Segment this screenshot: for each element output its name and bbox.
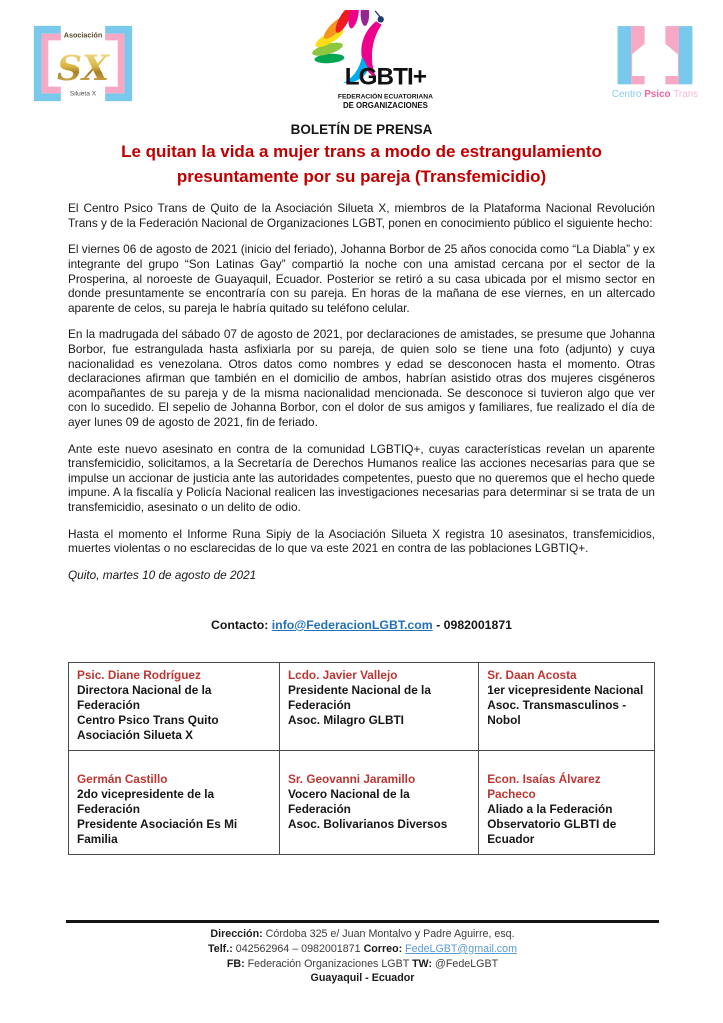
headline	[68, 140, 655, 189]
table-row	[69, 662, 655, 750]
paragraph-friday: El viernes 06 de agosto de 2021 (inicio del feriado), Johanna Borbor de 25 años conocida como “La Diabla” y ex integrante del grupo “Son Latinas Gay” compartió la noche con una amistad cercana por el sector de la Prosperina, al noroeste de Guayaquil, Ecuador. Posterior se retiró a su casa ubicada por el mismo sector en donde presuntamente se encontraría con su pareja. En horas de la mañana de ese viernes, en un altercado aparente de celos, su pareja le habría quitado su teléfono celular.	[68, 242, 655, 315]
fb-label: FB:	[226, 957, 245, 970]
tw-value: @FedeLGBT	[435, 957, 499, 970]
person-title: Presidente Nacional de la Federación	[287, 682, 431, 712]
person-name: Sr. Daan Acosta	[487, 667, 577, 682]
footer-social-line	[66, 957, 659, 972]
person-name: Germán Castillo	[77, 771, 168, 786]
paragraph-report: Hasta el momento el Informe Runa Sipiy de la Asociación Silueta X registra 10 asesinatos, transfemicidios, muertes violentas o no esclarecidas de lo que va este 2021 en contra de las poblaciones LGBTIQ+.	[68, 526, 655, 556]
person-title: Presidente Asociación Es Mi Familia	[77, 816, 238, 846]
table-cell-isaias	[479, 750, 655, 854]
table-row	[69, 750, 655, 854]
contact-phone: - 0982001871	[436, 617, 513, 632]
rainbow-feathers	[310, 10, 368, 64]
footer-address-line	[66, 927, 659, 942]
page-footer	[66, 920, 659, 986]
footer-phone-line	[66, 942, 659, 957]
person-title: Vocero Nacional de la Federación	[287, 786, 410, 816]
person-name: Sr. Geovanni Jaramillo	[287, 771, 416, 786]
sx-bottom-label: Silueta X	[69, 90, 97, 98]
address-value: Córdoba 325 e/ Juan Montalvo y Padre Aguirre, esq.	[265, 928, 515, 940]
logo-row	[0, 0, 723, 108]
table-cell-javier	[279, 662, 478, 750]
silueta-x-logo-graphic	[30, 24, 136, 103]
person-name: Econ. Isaías Álvarez Pacheco	[487, 771, 601, 801]
person-title: Asociación Silueta X	[77, 727, 194, 742]
person-title: Asoc. Bolivarianos Diversos	[287, 816, 448, 831]
table-cell-diane	[69, 662, 280, 750]
sx-monogram: SX	[57, 47, 109, 89]
contact-line	[68, 618, 655, 632]
person-title: Centro Psico Trans Quito	[77, 712, 219, 727]
person-title: 2do vicepresidente de la Federación	[77, 786, 215, 816]
hummingbird-icon	[307, 10, 433, 113]
logo-center-slot	[136, 16, 603, 113]
phone-value: 042562964 – 0982001871	[235, 942, 361, 955]
person-title: 1er vicepresidente Nacional	[487, 682, 644, 697]
lgbti-federation-logo	[307, 10, 433, 113]
dateline: Quito, martes 10 de agosto de 2021	[68, 567, 257, 582]
person-title: Observatorio GLBTI de Ecuador	[487, 816, 617, 846]
paragraph-intro: El Centro Psico Trans de Quito de la Asociación Silueta X, miembros de la Plataforma Nacional Revolución Trans y de la Federación Nacional de Organizaciones LGBT, ponen en conocimiento público el siguiente hecho:	[68, 201, 655, 230]
headline-line1: Le quitan la vida a mujer trans a modo de estrangulamiento	[121, 142, 602, 161]
person-title: Asoc. Milagro GLBTI	[287, 712, 404, 727]
person-title: Asoc. Transmasculinos - Nobol	[487, 697, 627, 727]
footer-email-link[interactable]: FedeLGBT@gmail.com	[405, 942, 517, 955]
tw-label: TW:	[412, 957, 433, 970]
contact-label: Contacto:	[210, 617, 269, 632]
person-title: Directora Nacional de la Federación	[77, 682, 212, 712]
address-label: Dirección:	[210, 928, 263, 940]
lgbti-wordmark: LGBTI+	[344, 63, 426, 91]
footer-city: Guayaquil - Ecuador	[310, 972, 415, 985]
email-label: Correo:	[363, 942, 403, 955]
centro-psico-trans-logo	[603, 24, 707, 101]
silueta-x-logo	[30, 24, 136, 103]
paragraph-saturday: En la madrugada del sábado 07 de agosto de 2021, por declaraciones de amistades, se presume que Johanna Borbor, fue estrangulada hasta asfixiarla por su pareja, de quien solo se tiene una foto (adjunto) y cuya nacionalidad es venezolana. Otros datos como nombres y edad se desconocen hasta el momento. Otras declaraciones afirman que también en el domicilio de ambos, habrían asistido otras dos mujeres cisgéneros acompañantes de su pareja y de la misma nacionalidad mencionada. Se desconoce si tuvieron algo que ver con lo sucedido. El sepelio de Johanna Borbor, con el dolor de sus amigos y familiares, fue realizado el día de ayer lunes 09 de agosto de 2021, fin de feriado.	[68, 327, 655, 429]
person-title: Aliado a la Federación	[487, 801, 613, 816]
headline-line2: presuntamente por su pareja (Transfemicidio)	[176, 166, 547, 186]
fb-value: Federación Organizaciones LGBT	[247, 957, 410, 970]
paragraph-demand: Ante este nuevo asesinato en contra de la comunidad LGBTIQ+, cuyas características revelan un aparente transfemicidio, solicitamos, a la Secretaría de Derechos Humanos realice las acciones necesarias para que se impulse un accionar de justicia ante las autoridades competentes, puesto que no queremos que el hecho quede impune. A la fiscalía y Policía Nacional realicen las investigaciones necesarias para determinar si se trata de un transfemicidio, asesinato o un delito de odio.	[68, 441, 655, 514]
federation-line2: DE ORGANIZACIONES	[342, 100, 428, 110]
bulletin-kicker: BOLETÍN DE PRENSA	[290, 122, 433, 137]
table-cell-daan	[479, 662, 655, 750]
person-name: Lcdo. Javier Vallejo	[287, 667, 398, 682]
table-cell-geovanni	[279, 750, 478, 854]
cpt-wordmark: Centro Psico Trans	[611, 88, 699, 100]
federation-line1: FEDERACIÓN ECUATORIANA	[337, 93, 433, 101]
house-icon	[603, 24, 707, 101]
contact-email-link[interactable]: info@FederacionLGBT.com	[271, 617, 433, 632]
person-name: Psic. Diane Rodríguez	[77, 667, 201, 682]
sx-top-label: Asociación	[63, 30, 103, 40]
table-cell-german	[69, 750, 280, 854]
phone-label: Telf.:	[208, 942, 233, 955]
directory-table	[68, 662, 655, 855]
